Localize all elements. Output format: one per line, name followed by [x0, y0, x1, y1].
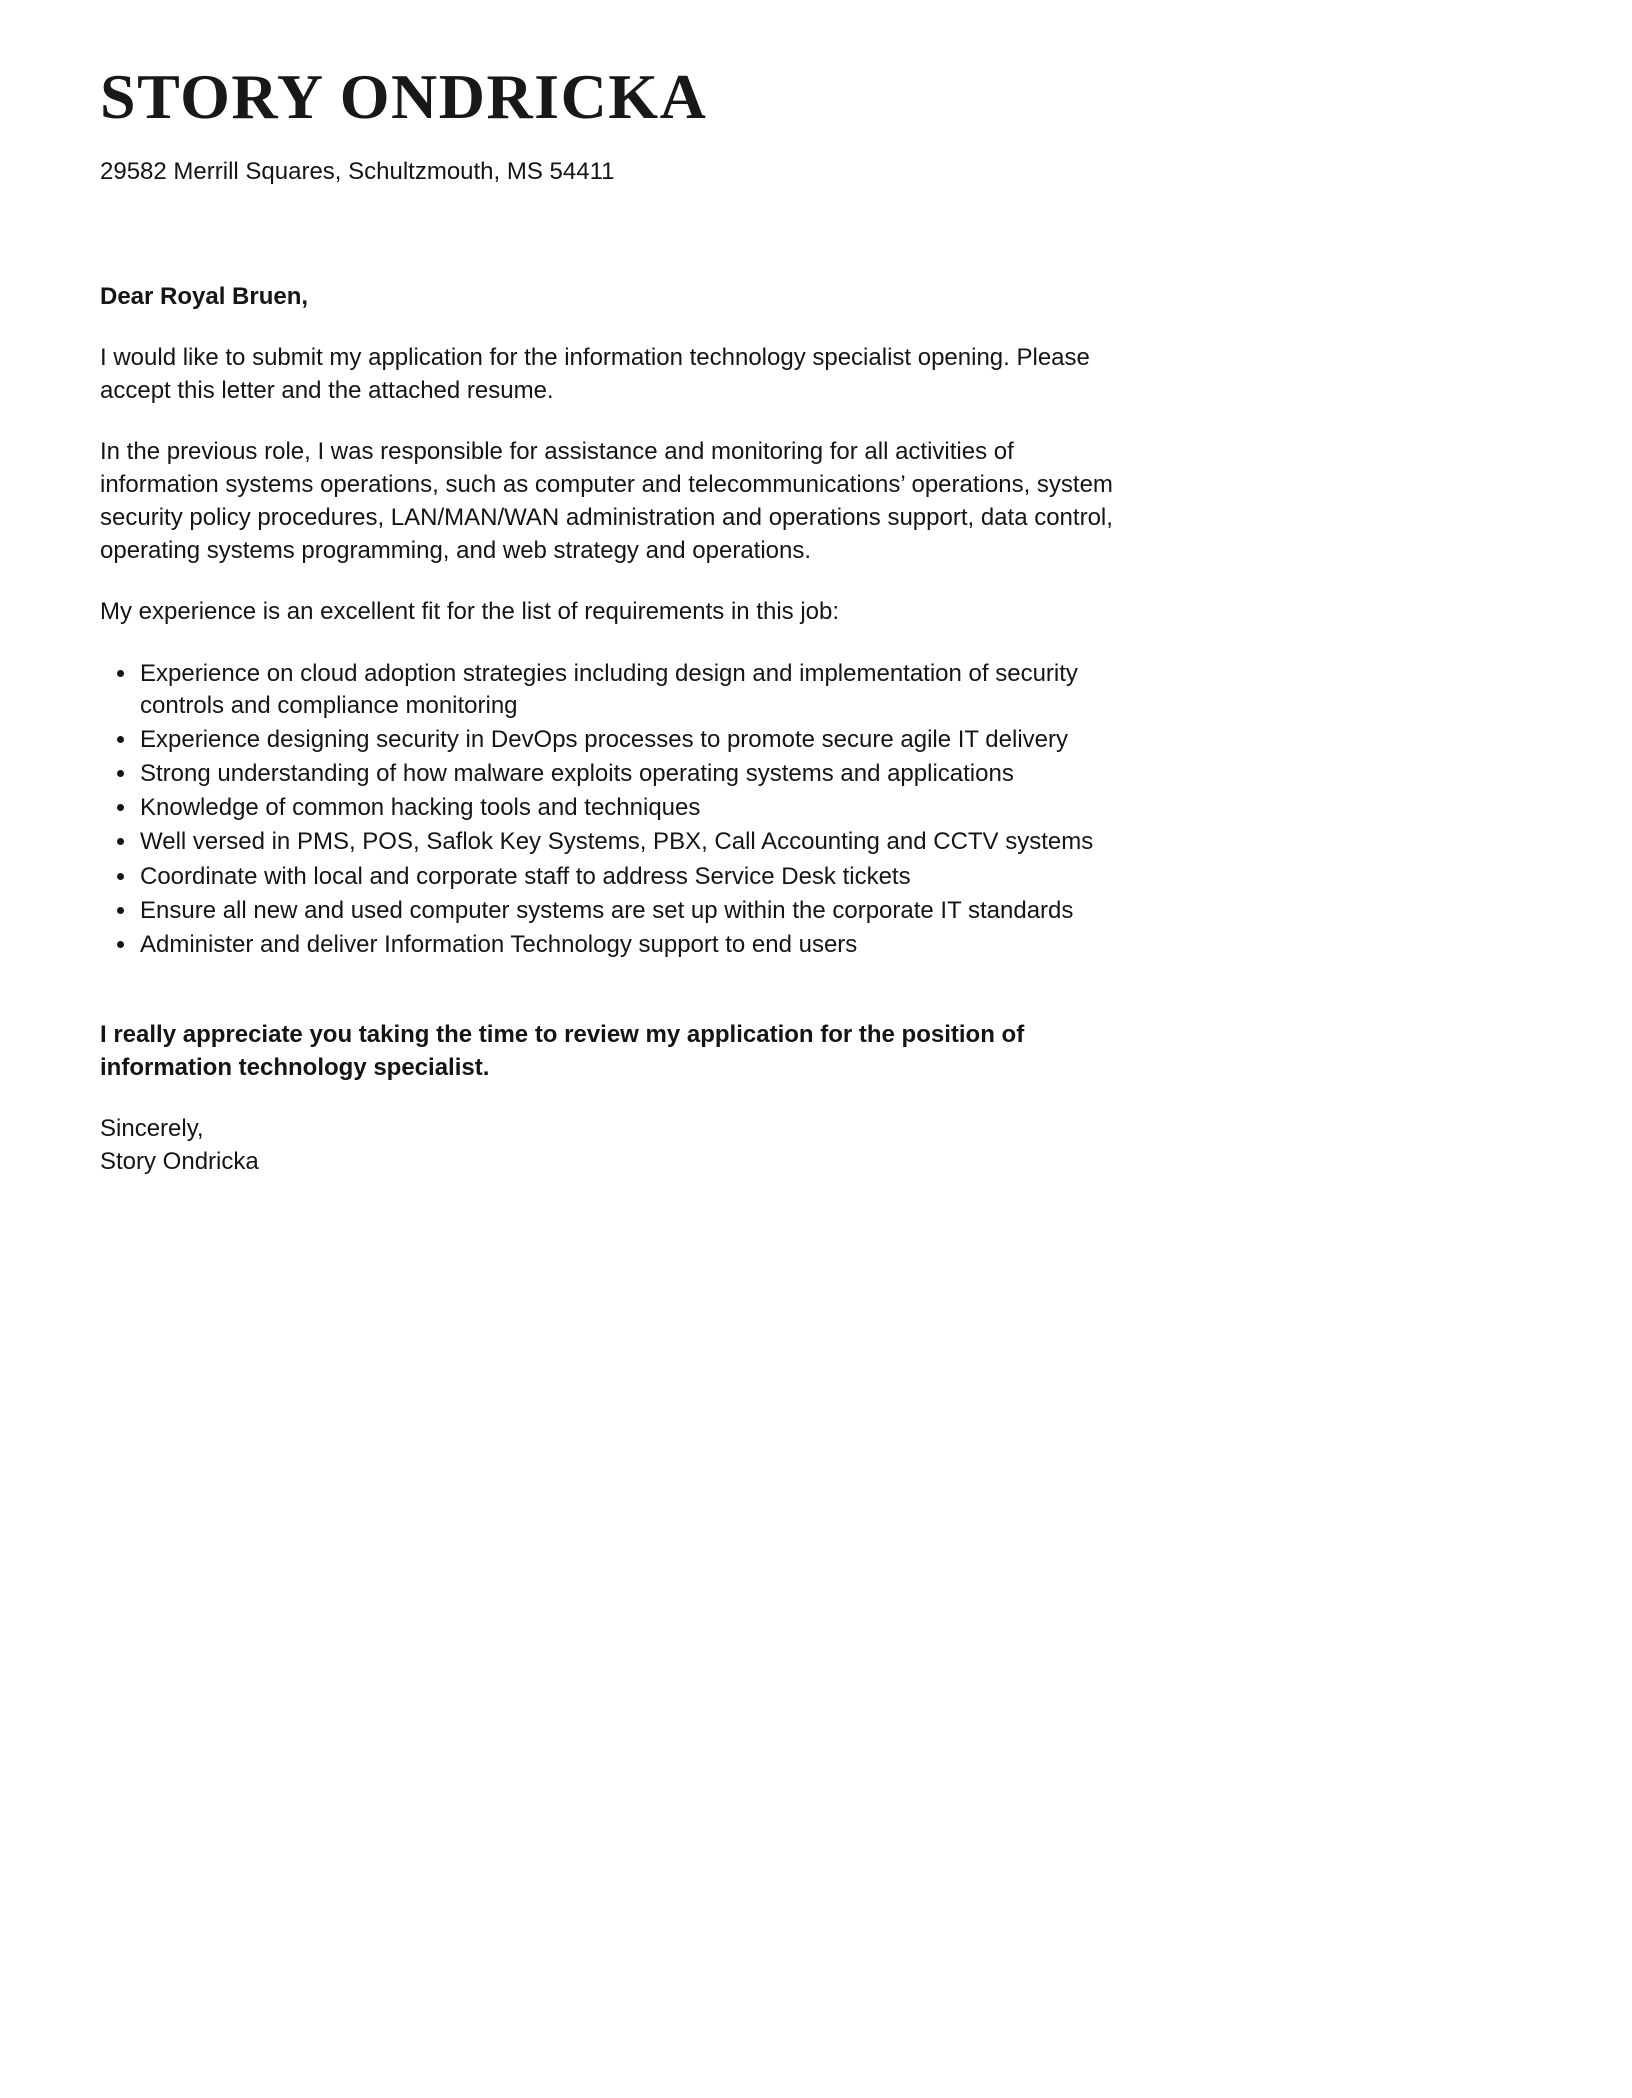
applicant-address: 29582 Merrill Squares, Schultzmouth, MS 54411	[100, 158, 615, 186]
previous-role-paragraph: In the previous role, I was responsible for assistance and monitoring for all activities of information systems operations, such as computer and telecommunications’ operations, system security policy procedures, LAN/MAN/WAN administration and operations support, data control, operating systems programming, and web strategy and operations.	[100, 437, 1113, 565]
requirement-item: • Administer and deliver Information Technology support to end users	[138, 929, 1118, 960]
salutation: Dear Royal Bruen,	[100, 282, 309, 310]
fit-paragraph: My experience is an excellent fit for the list of requirements in this job:	[100, 598, 840, 626]
applicant-name: STORY ONDRICKA	[100, 61, 708, 132]
signature-name: Story Ondricka	[100, 1148, 259, 1176]
signoff: Sincerely,	[100, 1115, 204, 1143]
requirement-item: • Coordinate with local and corporate staff to address Service Desk tickets	[138, 861, 1118, 892]
requirement-item: • Ensure all new and used computer systems are set up within the corporate IT standards	[138, 895, 1118, 926]
closing-paragraph: I really appreciate you taking the time to review my application for the position of information technology specialist.	[100, 1021, 1025, 1082]
letter-header	[100, 62, 1532, 188]
letter-body	[100, 280, 1118, 1179]
requirement-item: • Experience designing security in DevOps processes to promote secure agile IT delivery	[138, 724, 1118, 755]
intro-paragraph: I would like to submit my application for the information technology specialist opening. Please accept this letter and the attached resume.	[100, 343, 1090, 404]
requirement-item: • Knowledge of common hacking tools and techniques	[138, 792, 1118, 823]
requirement-item: • Well versed in PMS, POS, Saflok Key Systems, PBX, Call Accounting and CCTV systems	[138, 826, 1118, 857]
requirements-list	[100, 658, 1118, 960]
requirement-item: • Strong understanding of how malware exploits operating systems and applications	[138, 758, 1118, 789]
requirement-item: • Experience on cloud adoption strategies including design and implementation of security controls and compliance monitoring	[138, 658, 1118, 720]
